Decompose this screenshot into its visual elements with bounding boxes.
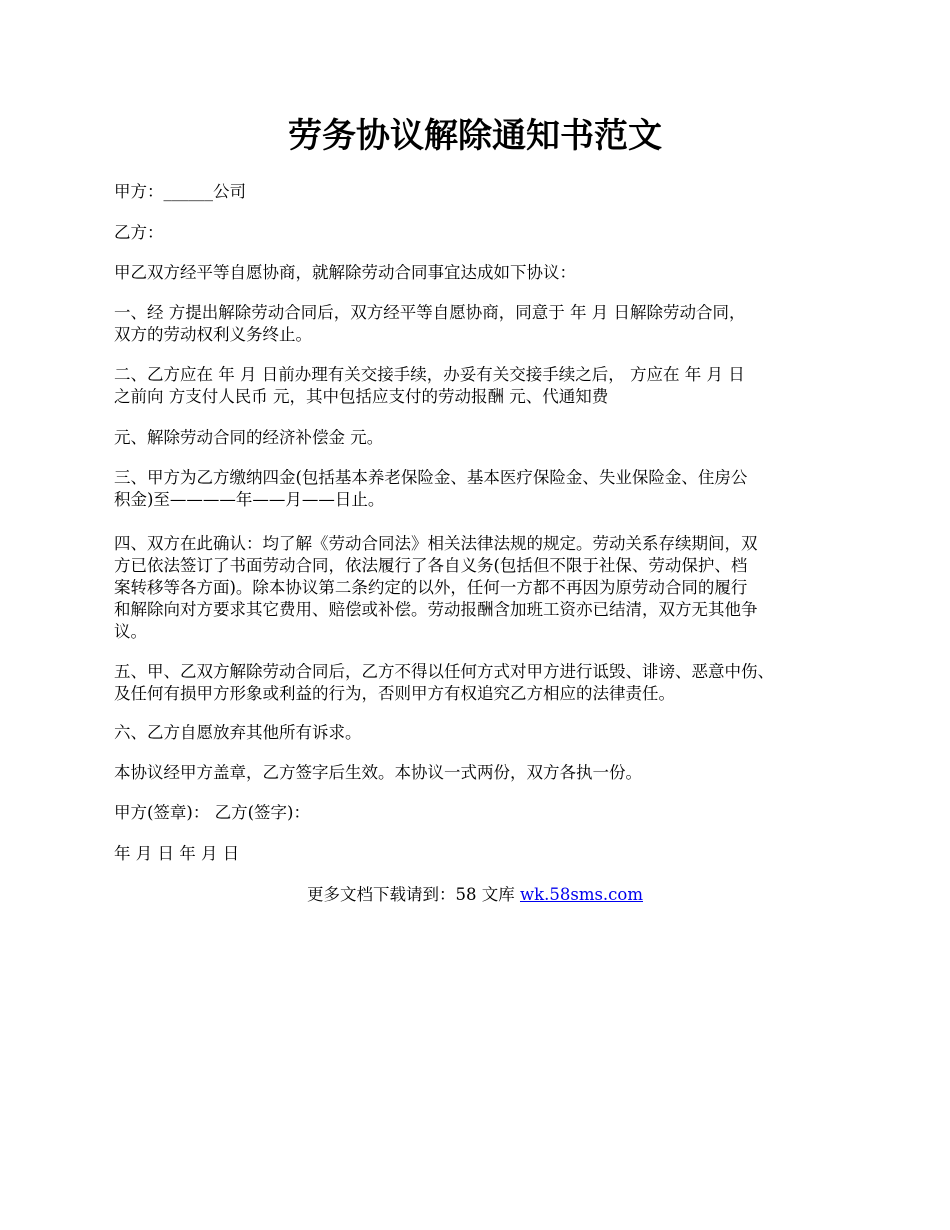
clause-1-line: 双方的劳动权利义务终止。 [114,325,312,344]
party-b-line: 乙方： [114,223,164,242]
clause-2-line: 二、乙方应在 年 月 日前办理有关交接手续，办妥有关交接手续之后， 方应在 年 月 日 [114,365,745,384]
clause-5 [114,661,854,705]
clause-5-line: 五、甲、乙双方解除劳动合同后，乙方不得以任何方式对甲方进行诋毁、诽谤、恶意中伤、 [114,662,774,681]
clause-4-line: 方已依法签订了书面劳动合同，依法履行了各自义务(包括但不限于社保、劳动保护、档 [114,556,748,575]
clause-1 [114,302,854,346]
clause-3 [114,467,854,511]
footer-link[interactable]: wk.58sms.com [519,885,643,904]
clause-2 [114,364,854,408]
clause-4-line: 议。 [114,622,147,641]
clause-1-line: 一、经 方提出解除劳动合同后，双方经平等自愿协商，同意于 年 月 日解除劳动合同， [114,303,746,322]
clause-2-line: 之前向 方支付人民币 元，其中包括应支付的劳动报酬 元、代通知费 [114,387,609,406]
clause-5-line: 及任何有损甲方形象或利益的行为，否则甲方有权追究乙方相应的法律责任。 [114,684,675,703]
clause-3-line: 三、甲方为乙方缴纳四金(包括基本养老保险金、基本医疗保险金、失业保险金、住房公 [114,468,748,487]
document-title: 劳务协议解除通知书范文 [288,116,662,156]
clause-4 [114,533,854,643]
clause-4-line: 四、双方在此确认：均了解《劳动合同法》相关法律法规的规定。劳动关系存续期间，双 [114,534,758,553]
clause-4-line: 和解除向对方要求其它费用、赔偿或补偿。劳动报酬含加班工资亦已结清，双方无其他争 [114,600,758,619]
intro-paragraph: 甲乙双方经平等自愿协商，就解除劳动合同事宜达成如下协议： [114,263,576,282]
clause-3-line: 积金)至————年——月——日止。 [114,490,385,509]
party-a-line: 甲方：______公司 [114,182,246,201]
effective-clause: 本协议经甲方盖章，乙方签字后生效。本协议一式两份，双方各执一份。 [114,763,642,782]
clause-4-line: 案转移等各方面)。除本协议第二条约定的以外，任何一方都不再因为原劳动合同的履行 [114,578,748,597]
clause-6: 六、乙方自愿放弃其他所有诉求。 [114,723,362,742]
date-line: 年 月 日 年 月 日 [114,844,240,863]
signature-line: 甲方(签章)： 乙方(签字)： [114,803,310,822]
clause-2-continuation: 元、解除劳动合同的经济补偿金 元。 [114,428,384,447]
footer [0,884,950,906]
footer-text: 更多文档下载请到：58 文库 [306,885,520,904]
